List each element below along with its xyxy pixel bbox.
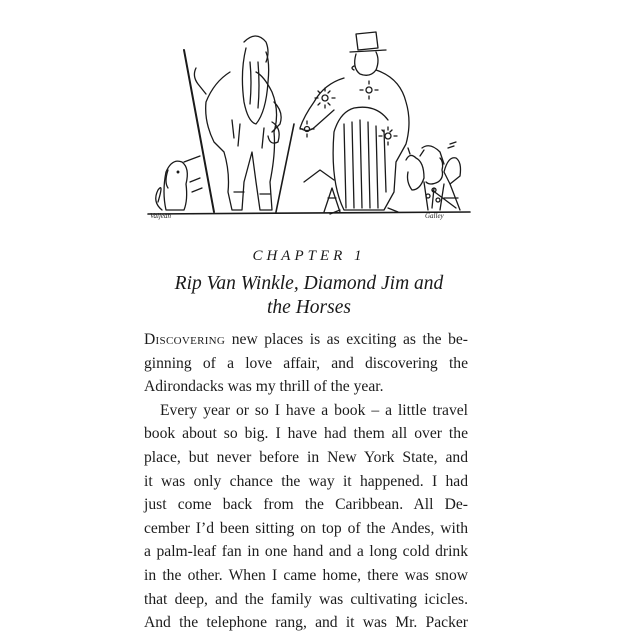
horse-and-rooster (406, 142, 461, 210)
text-line: ginning of a love affair, and discovering the (144, 354, 468, 372)
text-line: that deep, and the family was cultivating icicles. (144, 590, 468, 608)
diamond-jim-figure (300, 32, 409, 214)
text-line: And the telephone rang, and it was Mr. Packer (144, 614, 468, 632)
lead-small-caps: Discovering (144, 331, 226, 348)
chapter-title (144, 272, 474, 320)
illustrator-signature-right: Galley (425, 212, 444, 220)
text-line: it was only chance the way it happened. I had (144, 472, 468, 490)
chapter-title-line-2: the Horses (267, 297, 351, 318)
text-line: place, but never before in New York State, and (144, 448, 468, 466)
text-line: just come back from the Caribbean. All De- (144, 496, 468, 514)
paragraph-1 (144, 328, 468, 399)
chapter-number: CHAPTER 1 (252, 248, 366, 264)
text-line: a palm-leaf fan in one hand and a long cold drink (144, 543, 468, 561)
chapter-title-line-1: Rip Van Winkle, Diamond Jim and (174, 273, 444, 294)
text-line: Discovering new places is as exciting as the be- (144, 331, 468, 348)
text-line: book about so big. I have had them all over the (144, 425, 468, 443)
illustrator-signature-left: Valjean (150, 212, 171, 220)
dog-figure (156, 161, 188, 210)
body-text (144, 328, 468, 635)
text-line: in the other. When I came home, there was snow (144, 566, 468, 584)
paragraph-2 (144, 399, 468, 635)
text-line: cember I’d been sitting on top of the Andes, with (144, 519, 468, 537)
text-line: Adirondacks was my thrill of the year. (144, 378, 384, 396)
rip-van-winkle-figure (194, 36, 281, 210)
text-line: Every year or so I have a book – a little travel (160, 401, 468, 419)
chapter-illustration (144, 12, 474, 230)
